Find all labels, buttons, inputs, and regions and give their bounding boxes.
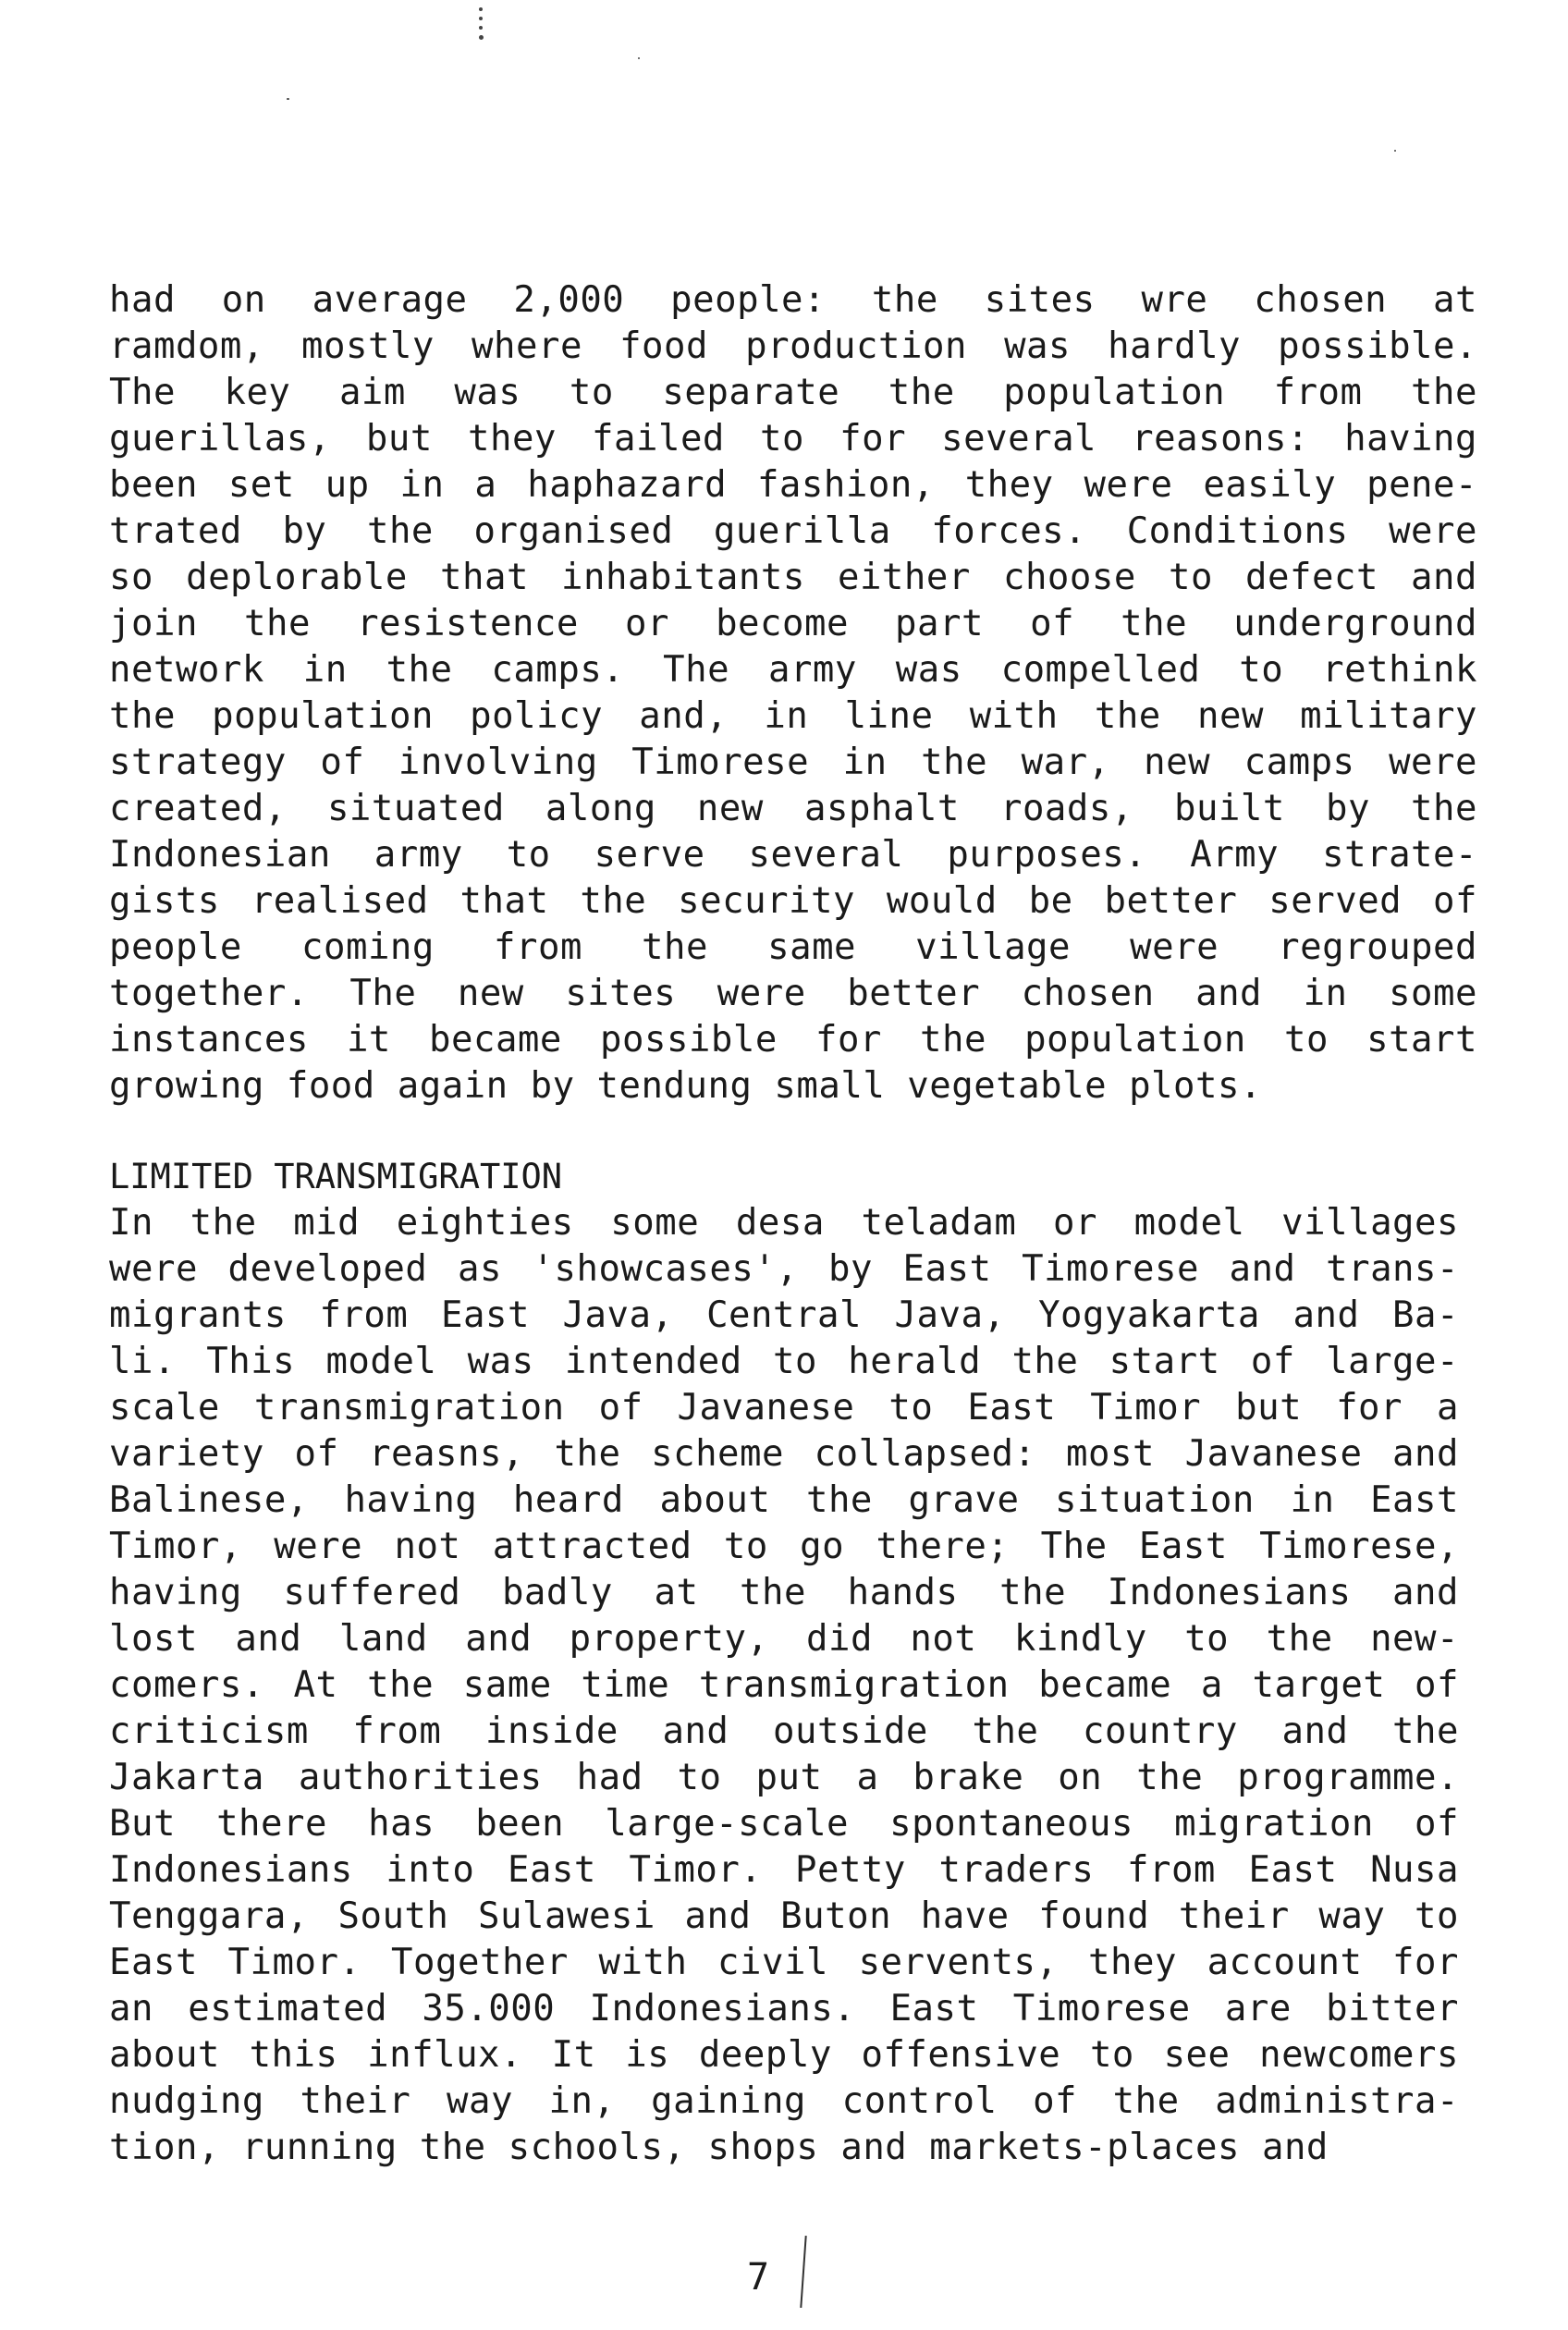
section-heading: LIMITED TRANSMIGRATION bbox=[109, 1157, 563, 1196]
text-line: In the mid eighties some desa teladam or model villages bbox=[109, 1202, 1459, 1244]
text-line: created, situated along new asphalt roads, built by the bbox=[109, 788, 1477, 829]
text-line: nudging their way in, gaining control of the administra- bbox=[109, 2080, 1459, 2122]
scan-speck bbox=[479, 7, 483, 11]
text-line: Jakarta authorities had to put a brake on the programme. bbox=[109, 1757, 1459, 1798]
text-line: variety of reasns, the scheme collapsed: most Javanese and bbox=[109, 1433, 1459, 1475]
text-line: Indonesian army to serve several purposes. Army strate- bbox=[109, 834, 1477, 876]
text-line: the population policy and, in line with the new military bbox=[109, 695, 1477, 737]
text-line: people coming from the same village were regrouped bbox=[109, 926, 1477, 968]
text-line: Indonesians into East Timor. Petty traders from East Nusa bbox=[109, 1849, 1459, 1891]
scan-speck bbox=[479, 35, 484, 40]
text-line: growing food again by tendung small vegetable plots. bbox=[109, 1065, 1262, 1107]
text-line: But there has been large-scale spontaneous migration of bbox=[109, 1803, 1459, 1845]
text-line: been set up in a haphazard fashion, they were easily pene- bbox=[109, 464, 1477, 506]
text-line: an estimated 35.000 Indonesians. East Timorese are bitter bbox=[109, 1988, 1459, 2030]
text-line: were developed as 'showcases', by East Timorese and trans- bbox=[109, 1248, 1459, 1290]
text-line: about this influx. It is deeply offensive to see newcomers bbox=[109, 2034, 1459, 2076]
margin-mark bbox=[800, 2236, 806, 2308]
text-line: scale transmigration of Javanese to East Timor but for a bbox=[109, 1387, 1459, 1429]
paragraph-2 bbox=[109, 1200, 1496, 2171]
page-number: 7 bbox=[747, 2256, 770, 2299]
text-line: migrants from East Java, Central Java, Yogyakarta and Ba- bbox=[109, 1294, 1459, 1336]
text-line: had on average 2,000 people: the sites wre chosen at bbox=[109, 279, 1477, 321]
scan-speck bbox=[1394, 150, 1396, 152]
text-line: lost and land and property, did not kindly to the new- bbox=[109, 1618, 1459, 1660]
paragraph-1 bbox=[109, 277, 1496, 1110]
scan-speck bbox=[479, 26, 483, 30]
text-line: tion, running the schools, shops and markets-places and bbox=[109, 2127, 1329, 2168]
text-line: guerillas, but they failed to for several reasons: having bbox=[109, 418, 1477, 460]
text-line: strategy of involving Timorese in the war, new camps were bbox=[109, 742, 1477, 783]
text-line: East Timor. Together with civil servents, they account for bbox=[109, 1942, 1459, 1983]
text-line: Tenggara, South Sulawesi and Buton have found their way to bbox=[109, 1895, 1459, 1937]
text-line: comers. At the same time transmigration became a target of bbox=[109, 1664, 1459, 1706]
scan-speck bbox=[287, 98, 289, 100]
text-line: having suffered badly at the hands the Indonesians and bbox=[109, 1572, 1459, 1613]
text-line: so deplorable that inhabitants either choose to defect and bbox=[109, 557, 1477, 598]
text-line: trated by the organised guerilla forces. Conditions were bbox=[109, 510, 1477, 552]
text-line: criticism from inside and outside the country and the bbox=[109, 1711, 1459, 1752]
text-line: network in the camps. The army was compelled to rethink bbox=[109, 649, 1477, 691]
text-line: Balinese, having heard about the grave situation in East bbox=[109, 1479, 1459, 1521]
text-line: li. This model was intended to herald the start of large- bbox=[109, 1341, 1459, 1382]
text-line: Timor, were not attracted to go there; The East Timorese, bbox=[109, 1526, 1459, 1567]
scan-speck bbox=[479, 17, 483, 20]
text-line: together. The new sites were better chosen and in some bbox=[109, 973, 1477, 1014]
text-line: join the resistence or become part of the underground bbox=[109, 603, 1477, 644]
scan-speck bbox=[638, 57, 640, 59]
text-line: The key aim was to separate the population from the bbox=[109, 372, 1477, 413]
text-line: instances it became possible for the population to start bbox=[109, 1019, 1477, 1061]
text-line: gists realised that the security would be better served of bbox=[109, 880, 1477, 922]
text-line: ramdom, mostly where food production was hardly possible. bbox=[109, 325, 1477, 367]
